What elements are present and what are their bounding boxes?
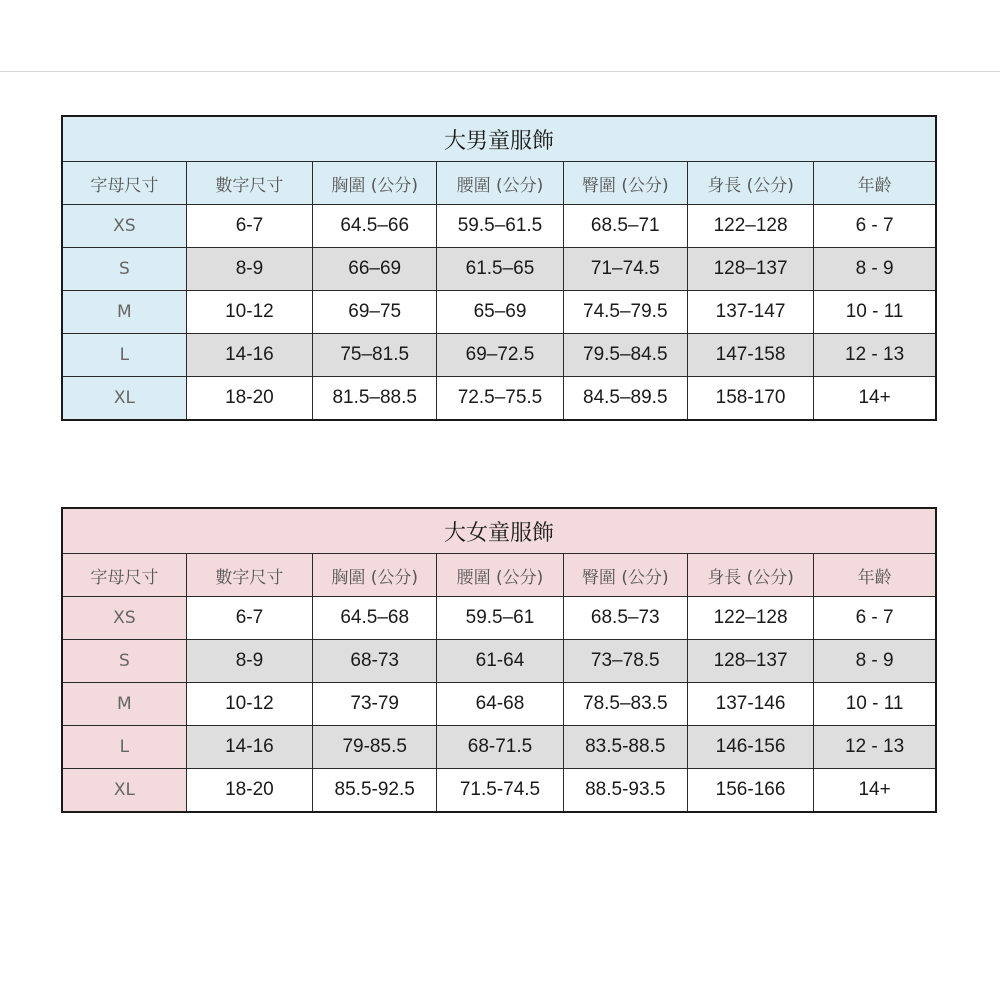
cell-hip: 74.5–79.5 bbox=[563, 291, 687, 334]
header-row bbox=[62, 554, 936, 597]
table-row bbox=[62, 248, 936, 291]
cell-hip: 83.5-88.5 bbox=[563, 726, 687, 769]
cell-age: 12 - 13 bbox=[814, 726, 936, 769]
cell-chest: 68-73 bbox=[313, 640, 437, 683]
cell-height: 158-170 bbox=[687, 377, 813, 421]
cell-chest: 81.5–88.5 bbox=[313, 377, 437, 421]
row-label: M bbox=[62, 683, 186, 726]
header-hip: 臀圍 (公分) bbox=[563, 554, 687, 597]
cell-chest: 79-85.5 bbox=[313, 726, 437, 769]
cell-chest: 69–75 bbox=[313, 291, 437, 334]
cell-waist: 64-68 bbox=[437, 683, 563, 726]
cell-number-size: 8-9 bbox=[186, 640, 312, 683]
boys-size-table bbox=[61, 115, 937, 421]
cell-hip: 84.5–89.5 bbox=[563, 377, 687, 421]
table-row bbox=[62, 597, 936, 640]
cell-height: 122–128 bbox=[687, 597, 813, 640]
cell-waist: 61.5–65 bbox=[437, 248, 563, 291]
cell-height: 137-147 bbox=[687, 291, 813, 334]
cell-age: 6 - 7 bbox=[814, 205, 936, 248]
cell-hip: 73–78.5 bbox=[563, 640, 687, 683]
table-row bbox=[62, 726, 936, 769]
row-label: L bbox=[62, 334, 186, 377]
cell-number-size: 18-20 bbox=[186, 769, 312, 813]
cell-height: 128–137 bbox=[687, 640, 813, 683]
row-label: XL bbox=[62, 377, 186, 421]
table-row bbox=[62, 683, 936, 726]
header-height: 身長 (公分) bbox=[687, 554, 813, 597]
header-letter-size: 字母尺寸 bbox=[62, 554, 186, 597]
header-number-size: 數字尺寸 bbox=[186, 162, 312, 205]
cell-height: 137-146 bbox=[687, 683, 813, 726]
cell-number-size: 6-7 bbox=[186, 597, 312, 640]
header-number-size: 數字尺寸 bbox=[186, 554, 312, 597]
table-row bbox=[62, 334, 936, 377]
cell-waist: 61-64 bbox=[437, 640, 563, 683]
cell-age: 14+ bbox=[814, 769, 936, 813]
cell-height: 128–137 bbox=[687, 248, 813, 291]
cell-height: 147-158 bbox=[687, 334, 813, 377]
cell-number-size: 18-20 bbox=[186, 377, 312, 421]
row-label: S bbox=[62, 248, 186, 291]
cell-age: 8 - 9 bbox=[814, 640, 936, 683]
cell-waist: 69–72.5 bbox=[437, 334, 563, 377]
cell-waist: 71.5-74.5 bbox=[437, 769, 563, 813]
cell-age: 14+ bbox=[814, 377, 936, 421]
header-age: 年齡 bbox=[814, 162, 936, 205]
table-row bbox=[62, 291, 936, 334]
divider bbox=[0, 71, 1000, 72]
header-chest: 胸圍 (公分) bbox=[313, 162, 437, 205]
cell-height: 122–128 bbox=[687, 205, 813, 248]
girls-size-table bbox=[61, 507, 937, 813]
cell-chest: 85.5-92.5 bbox=[313, 769, 437, 813]
cell-waist: 59.5–61 bbox=[437, 597, 563, 640]
cell-waist: 59.5–61.5 bbox=[437, 205, 563, 248]
row-label: S bbox=[62, 640, 186, 683]
row-label: XS bbox=[62, 597, 186, 640]
cell-number-size: 10-12 bbox=[186, 683, 312, 726]
row-label: M bbox=[62, 291, 186, 334]
cell-waist: 72.5–75.5 bbox=[437, 377, 563, 421]
row-label: XL bbox=[62, 769, 186, 813]
cell-number-size: 10-12 bbox=[186, 291, 312, 334]
cell-number-size: 6-7 bbox=[186, 205, 312, 248]
cell-age: 12 - 13 bbox=[814, 334, 936, 377]
header-height: 身長 (公分) bbox=[687, 162, 813, 205]
cell-age: 8 - 9 bbox=[814, 248, 936, 291]
cell-hip: 79.5–84.5 bbox=[563, 334, 687, 377]
table-row bbox=[62, 205, 936, 248]
header-waist: 腰圍 (公分) bbox=[437, 162, 563, 205]
cell-age: 10 - 11 bbox=[814, 291, 936, 334]
header-waist: 腰圍 (公分) bbox=[437, 554, 563, 597]
cell-age: 6 - 7 bbox=[814, 597, 936, 640]
cell-hip: 78.5–83.5 bbox=[563, 683, 687, 726]
cell-number-size: 14-16 bbox=[186, 334, 312, 377]
header-hip: 臀圍 (公分) bbox=[563, 162, 687, 205]
cell-hip: 68.5–71 bbox=[563, 205, 687, 248]
cell-height: 156-166 bbox=[687, 769, 813, 813]
cell-number-size: 8-9 bbox=[186, 248, 312, 291]
cell-age: 10 - 11 bbox=[814, 683, 936, 726]
cell-chest: 66–69 bbox=[313, 248, 437, 291]
cell-chest: 75–81.5 bbox=[313, 334, 437, 377]
cell-chest: 64.5–68 bbox=[313, 597, 437, 640]
cell-hip: 71–74.5 bbox=[563, 248, 687, 291]
cell-height: 146-156 bbox=[687, 726, 813, 769]
cell-chest: 64.5–66 bbox=[313, 205, 437, 248]
cell-number-size: 14-16 bbox=[186, 726, 312, 769]
table-row bbox=[62, 377, 936, 421]
table-title: 大女童服飾 bbox=[62, 508, 936, 554]
table-row bbox=[62, 769, 936, 813]
cell-waist: 65–69 bbox=[437, 291, 563, 334]
row-label: L bbox=[62, 726, 186, 769]
table-title: 大男童服飾 bbox=[62, 116, 936, 162]
header-letter-size: 字母尺寸 bbox=[62, 162, 186, 205]
row-label: XS bbox=[62, 205, 186, 248]
cell-chest: 73-79 bbox=[313, 683, 437, 726]
cell-hip: 68.5–73 bbox=[563, 597, 687, 640]
cell-hip: 88.5-93.5 bbox=[563, 769, 687, 813]
cell-waist: 68-71.5 bbox=[437, 726, 563, 769]
header-row bbox=[62, 162, 936, 205]
header-chest: 胸圍 (公分) bbox=[313, 554, 437, 597]
header-age: 年齡 bbox=[814, 554, 936, 597]
table-row bbox=[62, 640, 936, 683]
